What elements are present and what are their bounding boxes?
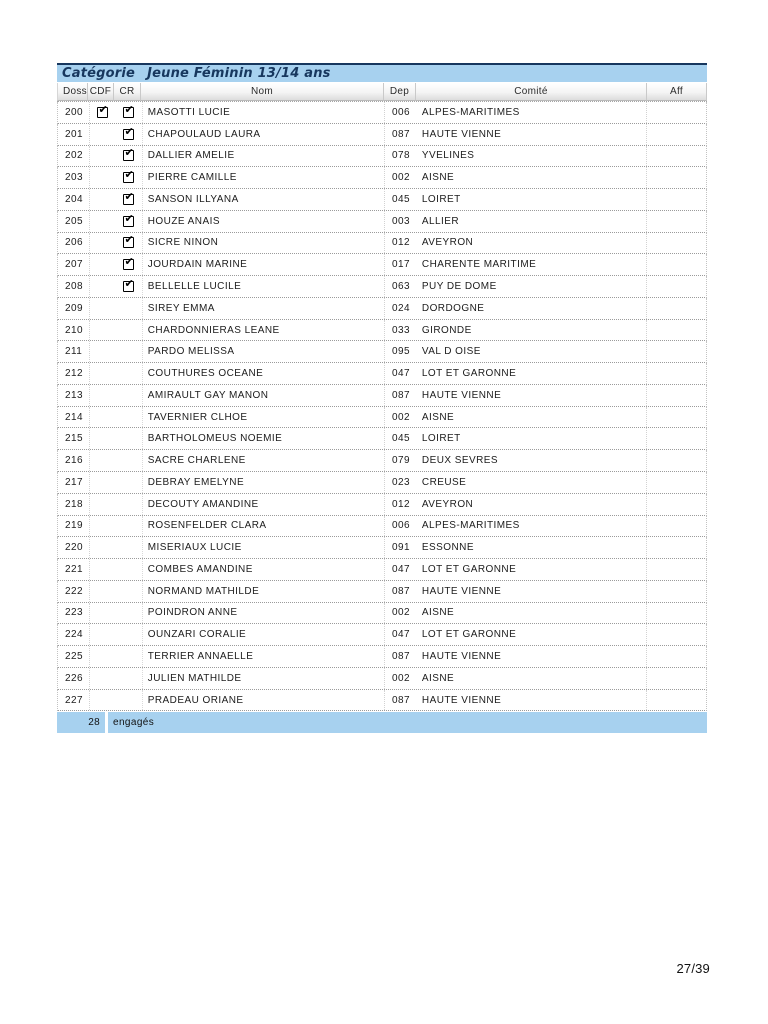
cdf-cell [89, 624, 115, 645]
aff-cell [646, 102, 706, 123]
cdf-cell [89, 320, 115, 341]
comite-cell: LOT ET GARONNE [421, 629, 517, 641]
table-row [57, 690, 707, 712]
cdf-cell [89, 363, 115, 384]
doss-cell: 223 [65, 607, 84, 619]
aff-cell [646, 450, 706, 471]
page-number: 27/39 [676, 961, 710, 976]
table-row [57, 233, 707, 255]
comite-cell: HAUTE VIENNE [421, 651, 502, 663]
table-row [57, 537, 707, 559]
cr-cell [115, 559, 142, 580]
aff-cell [646, 341, 706, 362]
comite-cell: CREUSE [421, 476, 467, 488]
total-bar [57, 712, 707, 733]
name-cell: JOURDAIN MARINE [142, 254, 384, 275]
doss-cell: 221 [65, 563, 84, 575]
cr-cell [115, 102, 142, 123]
aff-cell [646, 211, 706, 232]
cr-cell [115, 494, 142, 515]
cr-cell [115, 233, 142, 254]
comite-cell: AISNE [421, 672, 455, 684]
doss-cell: 213 [65, 389, 84, 401]
table-row [57, 146, 707, 168]
cr-checkbox [123, 150, 134, 161]
table-header [57, 83, 707, 101]
table-row [57, 124, 707, 146]
dep-cell: 047 [384, 363, 416, 384]
table-row [57, 428, 707, 450]
dep-cell: 003 [384, 211, 416, 232]
doss-cell: 204 [65, 193, 84, 205]
dep-cell: 078 [384, 146, 416, 167]
comite-cell: ALPES-MARITIMES [421, 106, 520, 118]
table-row [57, 363, 707, 385]
cr-cell [115, 472, 142, 493]
dep-cell: 017 [384, 254, 416, 275]
cr-cell [115, 254, 142, 275]
comite-cell: LOIRET [421, 433, 461, 445]
name-cell: SICRE NINON [142, 233, 384, 254]
column-header-doss: Doss [57, 83, 88, 101]
aff-cell [646, 320, 706, 341]
category-title-bar [57, 63, 707, 82]
name-cell: COUTHURES OCEANE [142, 363, 384, 384]
cr-cell [115, 603, 142, 624]
cr-cell [115, 516, 142, 537]
cdf-cell [89, 189, 115, 210]
comite-cell: ESSONNE [421, 542, 474, 554]
aff-cell [646, 189, 706, 210]
dep-cell: 002 [384, 668, 416, 689]
cdf-cell [89, 668, 115, 689]
cdf-cell [89, 603, 115, 624]
cr-checkbox [123, 107, 134, 118]
doss-cell: 220 [65, 542, 84, 554]
cr-checkbox [123, 281, 134, 292]
report-sheet [57, 63, 707, 733]
comite-cell: LOT ET GARONNE [421, 368, 517, 380]
table-row [57, 516, 707, 538]
table-row [57, 276, 707, 298]
engaged-count: 28 [57, 712, 105, 733]
table-row [57, 385, 707, 407]
comite-cell: DORDOGNE [421, 302, 485, 314]
name-cell: PARDO MELISSA [142, 341, 384, 362]
name-cell: OUNZARI CORALIE [142, 624, 384, 645]
doss-cell: 207 [65, 259, 84, 271]
comite-cell: YVELINES [421, 150, 475, 162]
dep-cell: 079 [384, 450, 416, 471]
table-row [57, 624, 707, 646]
cdf-cell [89, 146, 115, 167]
cr-cell [115, 363, 142, 384]
cr-cell [115, 276, 142, 297]
cdf-cell [89, 428, 115, 449]
comite-cell: DEUX SEVRES [421, 455, 498, 467]
comite-cell: PUY DE DOME [421, 281, 497, 292]
table-row [57, 494, 707, 516]
doss-cell: 202 [65, 150, 84, 162]
doss-cell: 215 [65, 433, 84, 445]
doss-cell: 217 [65, 476, 84, 488]
aff-cell [646, 690, 706, 711]
cr-checkbox [123, 129, 134, 140]
engaged-label: engagés [108, 712, 707, 733]
dep-cell: 012 [384, 494, 416, 515]
comite-cell: AVEYRON [421, 237, 474, 249]
name-cell: SIREY EMMA [142, 298, 384, 319]
dep-cell: 095 [384, 341, 416, 362]
cdf-checkbox [97, 107, 108, 118]
comite-cell: HAUTE VIENNE [421, 128, 502, 140]
name-cell: PIERRE CAMILLE [142, 167, 384, 188]
aff-cell [646, 624, 706, 645]
dep-cell: 087 [384, 581, 416, 602]
doss-cell: 214 [65, 411, 84, 423]
cr-checkbox [123, 172, 134, 183]
table-row [57, 341, 707, 363]
aff-cell [646, 472, 706, 493]
comite-cell: CHARENTE MARITIME [421, 259, 537, 271]
aff-cell [646, 668, 706, 689]
dep-cell: 033 [384, 320, 416, 341]
aff-cell [646, 559, 706, 580]
dep-cell: 047 [384, 559, 416, 580]
aff-cell [646, 494, 706, 515]
aff-cell [646, 385, 706, 406]
cdf-cell [89, 102, 115, 123]
cr-cell [115, 320, 142, 341]
name-cell: CHAPOULAUD LAURA [142, 124, 384, 145]
dep-cell: 002 [384, 603, 416, 624]
comite-cell: AVEYRON [421, 498, 474, 510]
comite-cell: AISNE [421, 607, 455, 619]
name-cell: TAVERNIER CLHOE [142, 407, 384, 428]
doss-cell: 224 [65, 629, 84, 641]
comite-cell: VAL D OISE [421, 346, 481, 358]
name-cell: AMIRAULT GAY MANON [142, 385, 384, 406]
category-name: Jeune Féminin 13/14 ans [147, 66, 331, 81]
name-cell: HOUZE ANAIS [142, 211, 384, 232]
name-cell: NORMAND MATHILDE [142, 581, 384, 602]
dep-cell: 024 [384, 298, 416, 319]
dep-cell: 063 [384, 276, 416, 297]
aff-cell [646, 363, 706, 384]
cdf-cell [89, 211, 115, 232]
aff-cell [646, 407, 706, 428]
name-cell: PRADEAU ORIANE [142, 690, 384, 711]
category-label: Catégorie [62, 66, 136, 81]
comite-cell: LOT ET GARONNE [421, 563, 517, 575]
aff-cell [646, 603, 706, 624]
name-cell: CHARDONNIERAS LEANE [142, 320, 384, 341]
table-row [57, 189, 707, 211]
aff-cell [646, 167, 706, 188]
comite-cell: AISNE [421, 411, 455, 423]
doss-cell: 227 [65, 694, 84, 706]
cr-cell [115, 624, 142, 645]
table-row [57, 603, 707, 625]
cr-cell [115, 581, 142, 602]
cdf-cell [89, 233, 115, 254]
aff-cell [646, 537, 706, 558]
dep-cell: 087 [384, 124, 416, 145]
dep-cell: 006 [384, 102, 416, 123]
comite-cell: AISNE [421, 172, 455, 184]
dep-cell: 023 [384, 472, 416, 493]
dep-cell: 087 [384, 646, 416, 667]
table-row [57, 668, 707, 690]
aff-cell [646, 254, 706, 275]
cdf-cell [89, 254, 115, 275]
comite-cell: HAUTE VIENNE [421, 585, 502, 597]
cr-cell [115, 189, 142, 210]
cr-cell [115, 146, 142, 167]
cdf-cell [89, 167, 115, 188]
table-row [57, 646, 707, 668]
table-row [57, 254, 707, 276]
name-cell: MASOTTI LUCIE [142, 102, 384, 123]
doss-cell: 219 [65, 520, 84, 532]
table-row [57, 102, 707, 124]
column-header-dep: Dep [384, 83, 416, 101]
name-cell: BELLELLE LUCILE [142, 276, 384, 297]
dep-cell: 087 [384, 690, 416, 711]
cr-cell [115, 167, 142, 188]
comite-cell: HAUTE VIENNE [421, 389, 502, 401]
cr-cell [115, 341, 142, 362]
doss-cell: 206 [65, 237, 84, 249]
cr-cell [115, 428, 142, 449]
dep-cell: 006 [384, 516, 416, 537]
dep-cell: 091 [384, 537, 416, 558]
table-row [57, 298, 707, 320]
table-row [57, 167, 707, 189]
column-header-nom: Nom [141, 83, 384, 101]
dep-cell: 047 [384, 624, 416, 645]
comite-cell: GIRONDE [421, 324, 472, 336]
aff-cell [646, 428, 706, 449]
cdf-cell [89, 494, 115, 515]
cr-cell [115, 211, 142, 232]
comite-cell: LOIRET [421, 193, 461, 205]
cr-cell [115, 298, 142, 319]
dep-cell: 002 [384, 167, 416, 188]
doss-cell: 225 [65, 651, 84, 663]
cdf-cell [89, 341, 115, 362]
cr-cell [115, 407, 142, 428]
doss-cell: 211 [65, 346, 83, 358]
table-row [57, 211, 707, 233]
name-cell: SANSON ILLYANA [142, 189, 384, 210]
doss-cell: 209 [65, 302, 84, 314]
name-cell: DEBRAY EMELYNE [142, 472, 384, 493]
name-cell: TERRIER ANNAELLE [142, 646, 384, 667]
aff-cell [646, 124, 706, 145]
comite-cell: ALPES-MARITIMES [421, 520, 520, 532]
cr-checkbox [123, 259, 134, 270]
aff-cell [646, 233, 706, 254]
cdf-cell [89, 298, 115, 319]
doss-cell: 205 [65, 215, 84, 227]
aff-cell [646, 581, 706, 602]
doss-cell: 218 [65, 498, 84, 510]
aff-cell [646, 516, 706, 537]
doss-cell: 216 [65, 455, 84, 467]
doss-cell: 208 [65, 281, 84, 292]
cdf-cell [89, 581, 115, 602]
name-cell: POINDRON ANNE [142, 603, 384, 624]
cdf-cell [89, 690, 115, 711]
table-row [57, 581, 707, 603]
cdf-cell [89, 472, 115, 493]
dep-cell: 012 [384, 233, 416, 254]
doss-cell: 210 [65, 324, 84, 336]
cr-cell [115, 124, 142, 145]
name-cell: BARTHOLOMEUS NOEMIE [142, 428, 384, 449]
cr-cell [115, 668, 142, 689]
doss-cell: 222 [65, 585, 84, 597]
aff-cell [646, 646, 706, 667]
name-cell: SACRE CHARLENE [142, 450, 384, 471]
cr-checkbox [123, 194, 134, 205]
cr-checkbox [123, 237, 134, 248]
aff-cell [646, 276, 706, 297]
cdf-cell [89, 450, 115, 471]
doss-cell: 201 [65, 128, 84, 140]
cdf-cell [89, 516, 115, 537]
cr-cell [115, 646, 142, 667]
cr-cell [115, 385, 142, 406]
column-header-cr: CR [114, 83, 141, 101]
table-row [57, 559, 707, 581]
cdf-cell [89, 385, 115, 406]
doss-cell: 226 [65, 672, 84, 684]
comite-cell: HAUTE VIENNE [421, 694, 502, 706]
cr-cell [115, 450, 142, 471]
table-row [57, 450, 707, 472]
dep-cell: 087 [384, 385, 416, 406]
aff-cell [646, 298, 706, 319]
cdf-cell [89, 646, 115, 667]
table-row [57, 407, 707, 429]
doss-cell: 212 [65, 368, 84, 380]
aff-cell [646, 146, 706, 167]
name-cell: MISERIAUX LUCIE [142, 537, 384, 558]
table-row [57, 320, 707, 342]
doss-cell: 203 [65, 172, 84, 184]
cr-cell [115, 537, 142, 558]
column-header-aff: Aff [647, 83, 707, 101]
dep-cell: 045 [384, 428, 416, 449]
cdf-cell [89, 276, 115, 297]
cdf-cell [89, 537, 115, 558]
column-header-comite: Comité [416, 83, 647, 101]
doss-cell: 200 [65, 106, 84, 118]
table-body [57, 101, 707, 711]
dep-cell: 045 [384, 189, 416, 210]
cdf-cell [89, 124, 115, 145]
name-cell: ROSENFELDER CLARA [142, 516, 384, 537]
column-header-cdf: CDF [88, 83, 114, 101]
name-cell: COMBES AMANDINE [142, 559, 384, 580]
name-cell: DECOUTY AMANDINE [142, 494, 384, 515]
cr-checkbox [123, 216, 134, 227]
cdf-cell [89, 407, 115, 428]
name-cell: JULIEN MATHILDE [142, 668, 384, 689]
comite-cell: ALLIER [421, 215, 460, 227]
cdf-cell [89, 559, 115, 580]
name-cell: DALLIER AMELIE [142, 146, 384, 167]
dep-cell: 002 [384, 407, 416, 428]
table-row [57, 472, 707, 494]
cr-cell [115, 690, 142, 711]
